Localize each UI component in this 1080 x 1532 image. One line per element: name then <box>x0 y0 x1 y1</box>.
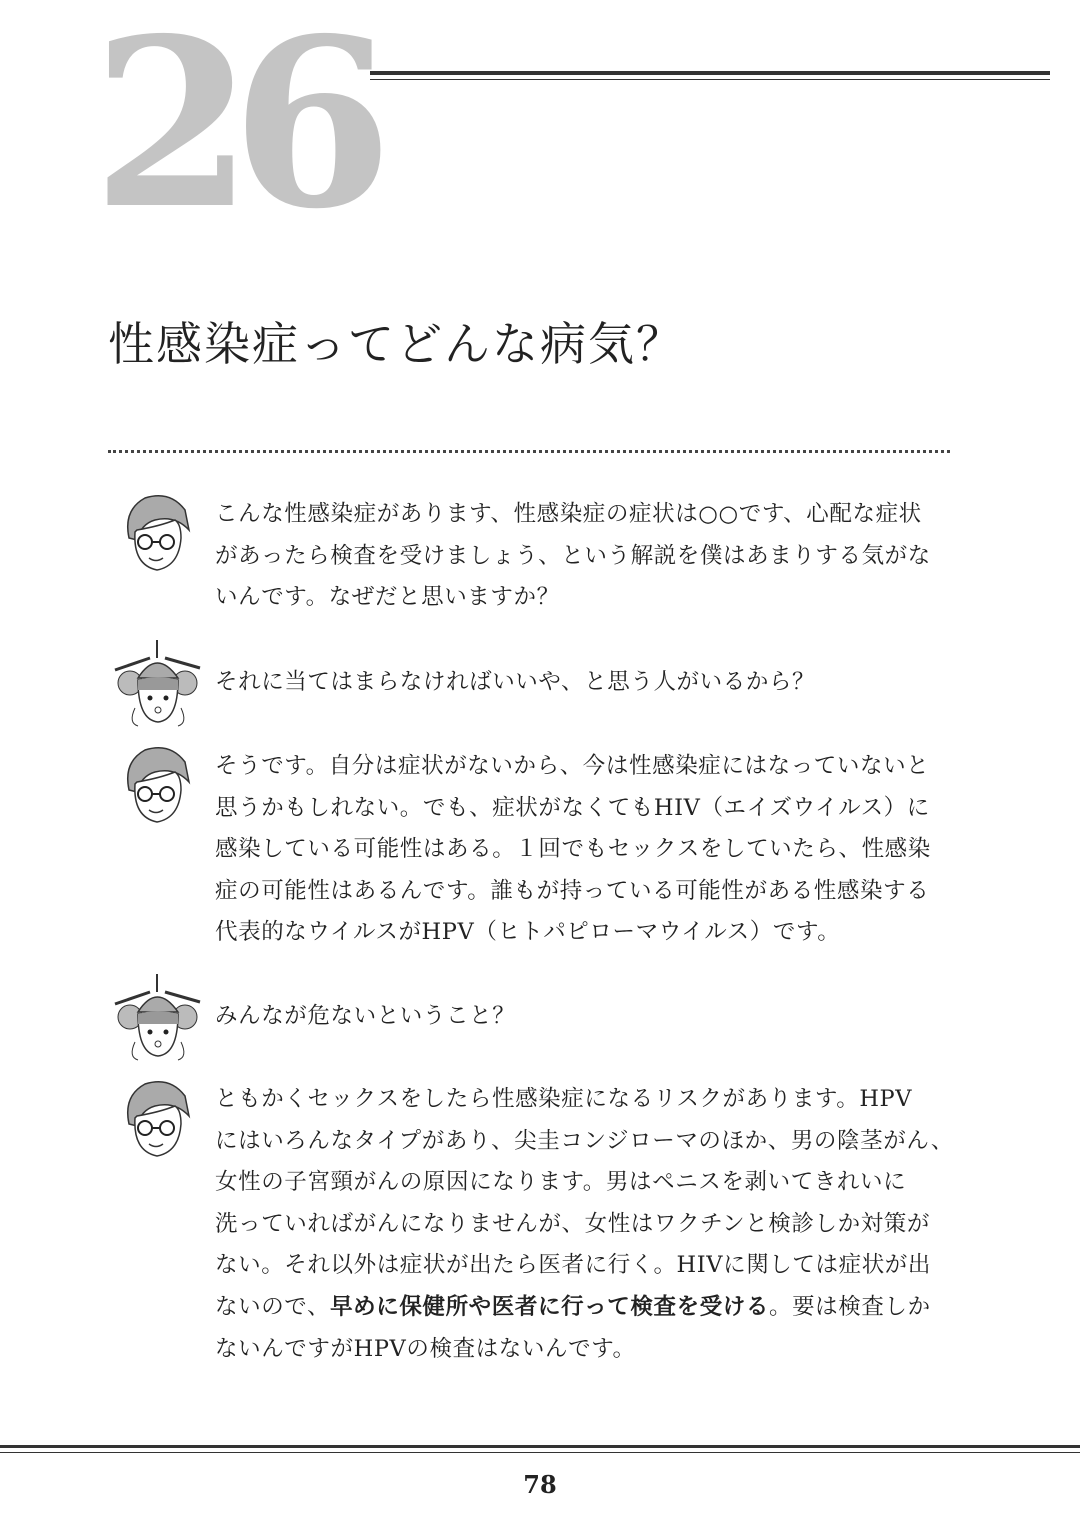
text-line: 女性の子宮頸がんの原因になります。男はペニスを剥いてきれいに <box>215 1169 907 1196</box>
bottom-rule-thin <box>0 1452 1080 1453</box>
chapter-number: 26 <box>92 0 371 260</box>
text-line-emphasis <box>215 1287 954 1329</box>
girl-avatar-icon <box>110 638 205 728</box>
text-line: にはいろんなタイプがあり、尖圭コンジローマのほか、男の陰茎がん、 <box>215 1127 954 1154</box>
dotted-divider <box>108 450 950 453</box>
dialogue-doctor-1 <box>215 494 931 619</box>
dialogue-girl-2 <box>215 996 515 1038</box>
doctor-avatar-icon <box>115 742 195 827</box>
doctor-avatar-icon <box>115 490 195 575</box>
text-line: いんです。なぜだと思いますか？ <box>215 584 560 611</box>
text-line: 思うかもしれない。でも、症状がなくてもHIV（エイズウイルス）に <box>215 794 930 821</box>
text-line: そうです。自分は症状がないから、今は性感染症にはなっていないと <box>215 753 930 779</box>
top-rule <box>370 71 1050 79</box>
dialogue-doctor-3 <box>215 1079 954 1370</box>
text-line: ともかくセックスをしたら性感染症になるリスクがあります。HPV <box>215 1086 913 1112</box>
text-line: こんな性感染症があります、性感染症の症状は○○です、心配な症状 <box>215 501 922 527</box>
text-line: ない。それ以外は症状が出たら医者に行く。HIVに関しては症状が出 <box>215 1252 932 1279</box>
text-line: 代表的なウイルスがHPV（ヒトパピローマウイルス）です。 <box>215 919 841 946</box>
girl-avatar-icon <box>110 972 205 1062</box>
bold-emphasis: 早めに保健所や医者に行って検査を受ける <box>330 1293 769 1320</box>
text-line: 洗っていればがんになりませんが、女性はワクチンと検診しか対策が <box>215 1210 930 1237</box>
page-number: 78 <box>523 1470 557 1499</box>
text-line: それに当てはまらなければいいや、と思う人がいるから？ <box>215 669 816 695</box>
top-rule-thin <box>370 79 1050 80</box>
text-line: ないんですがHPVの検査はないんです。 <box>215 1335 636 1362</box>
dialogue-doctor-2 <box>215 746 931 954</box>
text-line: 感染している可能性はある。１回でもセックスをしていたら、性感染 <box>215 836 931 863</box>
bottom-rule <box>0 1445 1080 1448</box>
text-line: みんなが危ないということ？ <box>215 1003 516 1029</box>
dialogue-girl-1 <box>215 662 815 704</box>
text-segment: ないので、 <box>215 1293 331 1320</box>
text-line: があったら検査を受けましょう、という解説を僕はあまりする気がな <box>215 542 931 569</box>
doctor-avatar-icon <box>115 1076 195 1161</box>
text-line: 症の可能性はあるんです。誰もが持っている可能性がある性感染する <box>215 877 930 904</box>
text-segment: 。要は検査しか <box>768 1293 931 1320</box>
page-title: 性感染症ってどんな病気？ <box>108 317 684 371</box>
